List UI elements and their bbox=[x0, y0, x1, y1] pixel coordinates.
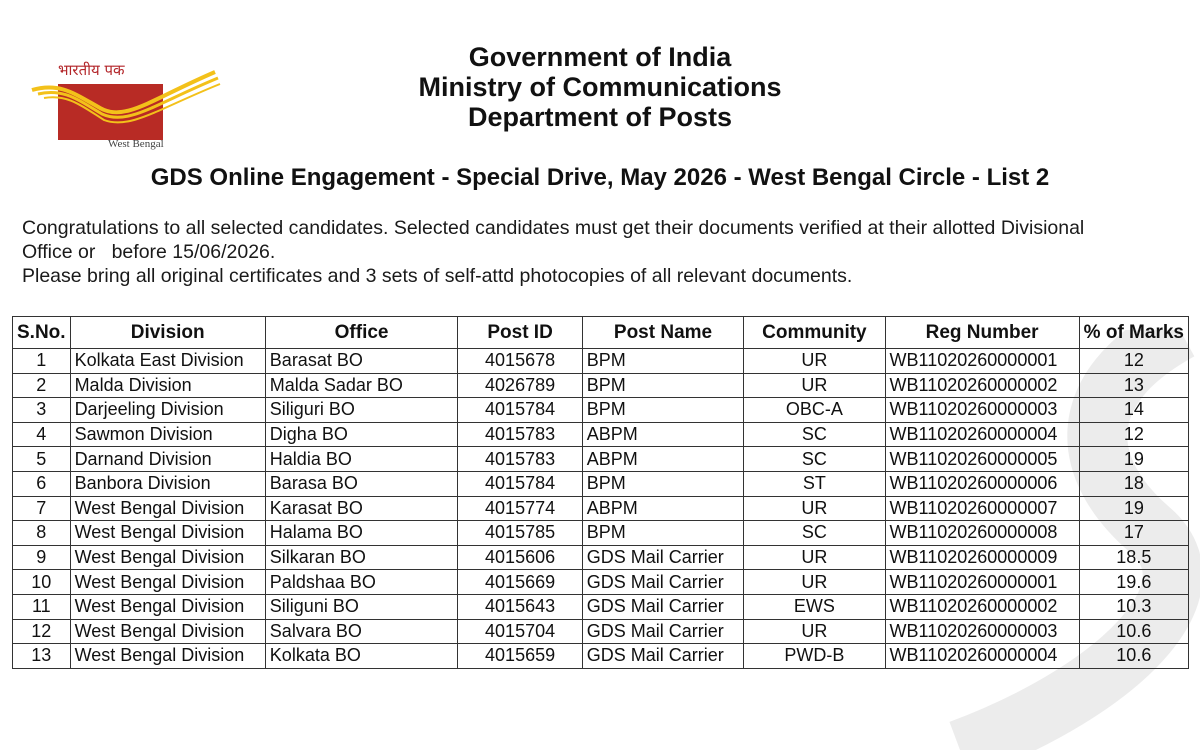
col-marks-cell: 19 bbox=[1079, 447, 1188, 472]
col-reg-number-cell: WB11020260000001 bbox=[885, 570, 1079, 595]
col-reg-number-cell: WB11020260000001 bbox=[885, 349, 1079, 374]
col-post-name-cell: BPM bbox=[582, 471, 743, 496]
col-sno-cell: 3 bbox=[13, 398, 71, 423]
col-post-name-cell: ABPM bbox=[582, 422, 743, 447]
col-community-cell: SC bbox=[744, 447, 885, 472]
col-post-id-cell: 4015678 bbox=[458, 349, 582, 374]
col-post-name-cell: BPM bbox=[582, 398, 743, 423]
col-post-name-cell: GDS Mail Carrier bbox=[582, 644, 743, 669]
selection-list-table bbox=[12, 316, 1189, 669]
col-division-header: Division bbox=[70, 317, 265, 349]
col-post-name-cell: ABPM bbox=[582, 447, 743, 472]
notice-paragraph bbox=[22, 216, 1182, 288]
col-division-cell: Kolkata East Division bbox=[70, 349, 265, 374]
col-marks-cell: 10.6 bbox=[1079, 619, 1188, 644]
notice-line-1: Congratulations to all selected candidates. Selected candidates must get their documents verified at their allotted Divisional bbox=[22, 217, 1085, 239]
col-marks-cell: 10.3 bbox=[1079, 594, 1188, 619]
col-office-cell: Haldia BO bbox=[265, 447, 458, 472]
col-post-name-cell: GDS Mail Carrier bbox=[582, 570, 743, 595]
col-community-cell: UR bbox=[744, 349, 885, 374]
col-office-cell: Salvara BO bbox=[265, 619, 458, 644]
col-office-cell: Kolkata BO bbox=[265, 644, 458, 669]
table-row bbox=[13, 545, 1189, 570]
col-division-cell: West Bengal Division bbox=[70, 619, 265, 644]
col-sno-cell: 6 bbox=[13, 471, 71, 496]
document-header bbox=[0, 42, 1200, 132]
col-office-cell: Barasa BO bbox=[265, 471, 458, 496]
col-division-cell: Darnand Division bbox=[70, 447, 265, 472]
col-division-cell: West Bengal Division bbox=[70, 570, 265, 595]
table-row bbox=[13, 373, 1189, 398]
col-post-id-cell: 4015785 bbox=[458, 521, 582, 546]
col-community-cell: EWS bbox=[744, 594, 885, 619]
col-community-cell: UR bbox=[744, 496, 885, 521]
col-sno-cell: 11 bbox=[13, 594, 71, 619]
col-marks-cell: 18.5 bbox=[1079, 545, 1188, 570]
col-sno-cell: 5 bbox=[13, 447, 71, 472]
col-marks-cell: 19.6 bbox=[1079, 570, 1188, 595]
col-post-id-cell: 4015783 bbox=[458, 447, 582, 472]
col-marks-cell: 12 bbox=[1079, 349, 1188, 374]
logo-hindi-text: भारतीय पक bbox=[58, 61, 125, 79]
col-post-name-cell: GDS Mail Carrier bbox=[582, 619, 743, 644]
table-row bbox=[13, 447, 1189, 472]
header-govt: Government of India bbox=[468, 42, 732, 72]
col-division-cell: West Bengal Division bbox=[70, 496, 265, 521]
col-office-cell: Barasat BO bbox=[265, 349, 458, 374]
col-marks-cell: 12 bbox=[1079, 422, 1188, 447]
table-row bbox=[13, 594, 1189, 619]
col-division-cell: Sawmon Division bbox=[70, 422, 265, 447]
col-division-cell: Malda Division bbox=[70, 373, 265, 398]
col-office-cell: Karasat BO bbox=[265, 496, 458, 521]
col-post-name-cell: GDS Mail Carrier bbox=[582, 594, 743, 619]
col-post-id-header: Post ID bbox=[458, 317, 582, 349]
table-row bbox=[13, 521, 1189, 546]
col-division-cell: Darjeeling Division bbox=[70, 398, 265, 423]
logo-region-text: West Bengal bbox=[108, 138, 164, 150]
col-post-id-cell: 4015784 bbox=[458, 471, 582, 496]
table-row bbox=[13, 398, 1189, 423]
col-reg-number-cell: WB11020260000008 bbox=[885, 521, 1079, 546]
col-community-cell: SC bbox=[744, 422, 885, 447]
header-ministry: Ministry of Communications bbox=[418, 72, 782, 102]
col-marks-cell: 10.6 bbox=[1079, 644, 1188, 669]
col-marks-cell: 18 bbox=[1079, 471, 1188, 496]
col-community-cell: UR bbox=[744, 619, 885, 644]
table-row bbox=[13, 619, 1189, 644]
col-division-cell: West Bengal Division bbox=[70, 545, 265, 570]
col-office-cell: Digha BO bbox=[265, 422, 458, 447]
col-post-id-cell: 4026789 bbox=[458, 373, 582, 398]
col-office-header: Office bbox=[265, 317, 458, 349]
header-department: Department of Posts bbox=[467, 102, 733, 132]
col-post-name-cell: BPM bbox=[582, 373, 743, 398]
col-post-id-cell: 4015669 bbox=[458, 570, 582, 595]
table-row bbox=[13, 496, 1189, 521]
table-header-row bbox=[13, 317, 1189, 349]
col-sno-cell: 7 bbox=[13, 496, 71, 521]
col-post-id-cell: 4015659 bbox=[458, 644, 582, 669]
col-reg-number-header: Reg Number bbox=[885, 317, 1079, 349]
notice-line-2: Office or before 15/06/2026. bbox=[22, 241, 276, 263]
col-reg-number-cell: WB11020260000009 bbox=[885, 545, 1079, 570]
col-office-cell: Malda Sadar BO bbox=[265, 373, 458, 398]
table-row bbox=[13, 644, 1189, 669]
col-office-cell: Siliguri BO bbox=[265, 398, 458, 423]
col-reg-number-cell: WB11020260000006 bbox=[885, 471, 1079, 496]
col-post-name-cell: BPM bbox=[582, 349, 743, 374]
col-reg-number-cell: WB11020260000007 bbox=[885, 496, 1079, 521]
col-marks-cell: 19 bbox=[1079, 496, 1188, 521]
col-post-id-cell: 4015643 bbox=[458, 594, 582, 619]
notice-line-3: Please bring all original certificates and 3 sets of self-attd photocopies of all relevant documents. bbox=[22, 265, 853, 287]
col-community-cell: OBC-A bbox=[744, 398, 885, 423]
col-marks-cell: 14 bbox=[1079, 398, 1188, 423]
col-office-cell: Paldshaa BO bbox=[265, 570, 458, 595]
table-row bbox=[13, 422, 1189, 447]
col-reg-number-cell: WB11020260000004 bbox=[885, 644, 1079, 669]
col-post-name-cell: BPM bbox=[582, 521, 743, 546]
document-title: GDS Online Engagement - Special Drive, May 2026 - West Bengal Circle - List 2 bbox=[150, 164, 1050, 191]
col-marks-cell: 13 bbox=[1079, 373, 1188, 398]
col-division-cell: West Bengal Division bbox=[70, 594, 265, 619]
table-row bbox=[13, 349, 1189, 374]
col-post-id-cell: 4015783 bbox=[458, 422, 582, 447]
col-office-cell: Halama BO bbox=[265, 521, 458, 546]
col-reg-number-cell: WB11020260000002 bbox=[885, 373, 1079, 398]
col-division-cell: West Bengal Division bbox=[70, 521, 265, 546]
col-post-name-cell: GDS Mail Carrier bbox=[582, 545, 743, 570]
table-row bbox=[13, 471, 1189, 496]
col-post-name-header: Post Name bbox=[582, 317, 743, 349]
col-community-header: Community bbox=[744, 317, 885, 349]
col-reg-number-cell: WB11020260000004 bbox=[885, 422, 1079, 447]
col-division-cell: Banbora Division bbox=[70, 471, 265, 496]
col-reg-number-cell: WB11020260000003 bbox=[885, 619, 1079, 644]
col-post-id-cell: 4015774 bbox=[458, 496, 582, 521]
col-post-name-cell: ABPM bbox=[582, 496, 743, 521]
col-community-cell: UR bbox=[744, 545, 885, 570]
col-reg-number-cell: WB11020260000003 bbox=[885, 398, 1079, 423]
col-sno-cell: 4 bbox=[13, 422, 71, 447]
col-community-cell: PWD-B bbox=[744, 644, 885, 669]
col-sno-cell: 8 bbox=[13, 521, 71, 546]
col-community-cell: UR bbox=[744, 373, 885, 398]
col-office-cell: Silkaran BO bbox=[265, 545, 458, 570]
col-community-cell: ST bbox=[744, 471, 885, 496]
col-marks-cell: 17 bbox=[1079, 521, 1188, 546]
col-post-id-cell: 4015704 bbox=[458, 619, 582, 644]
col-reg-number-cell: WB11020260000005 bbox=[885, 447, 1079, 472]
table-row bbox=[13, 570, 1189, 595]
col-sno-cell: 12 bbox=[13, 619, 71, 644]
col-office-cell: Siliguni BO bbox=[265, 594, 458, 619]
col-sno-cell: 10 bbox=[13, 570, 71, 595]
col-division-cell: West Bengal Division bbox=[70, 644, 265, 669]
col-marks-header: % of Marks bbox=[1079, 317, 1188, 349]
col-reg-number-cell: WB11020260000002 bbox=[885, 594, 1079, 619]
col-sno-header: S.No. bbox=[13, 317, 71, 349]
col-community-cell: SC bbox=[744, 521, 885, 546]
col-sno-cell: 2 bbox=[13, 373, 71, 398]
col-sno-cell: 1 bbox=[13, 349, 71, 374]
col-community-cell: UR bbox=[744, 570, 885, 595]
col-post-id-cell: 4015606 bbox=[458, 545, 582, 570]
col-sno-cell: 9 bbox=[13, 545, 71, 570]
col-sno-cell: 13 bbox=[13, 644, 71, 669]
col-post-id-cell: 4015784 bbox=[458, 398, 582, 423]
